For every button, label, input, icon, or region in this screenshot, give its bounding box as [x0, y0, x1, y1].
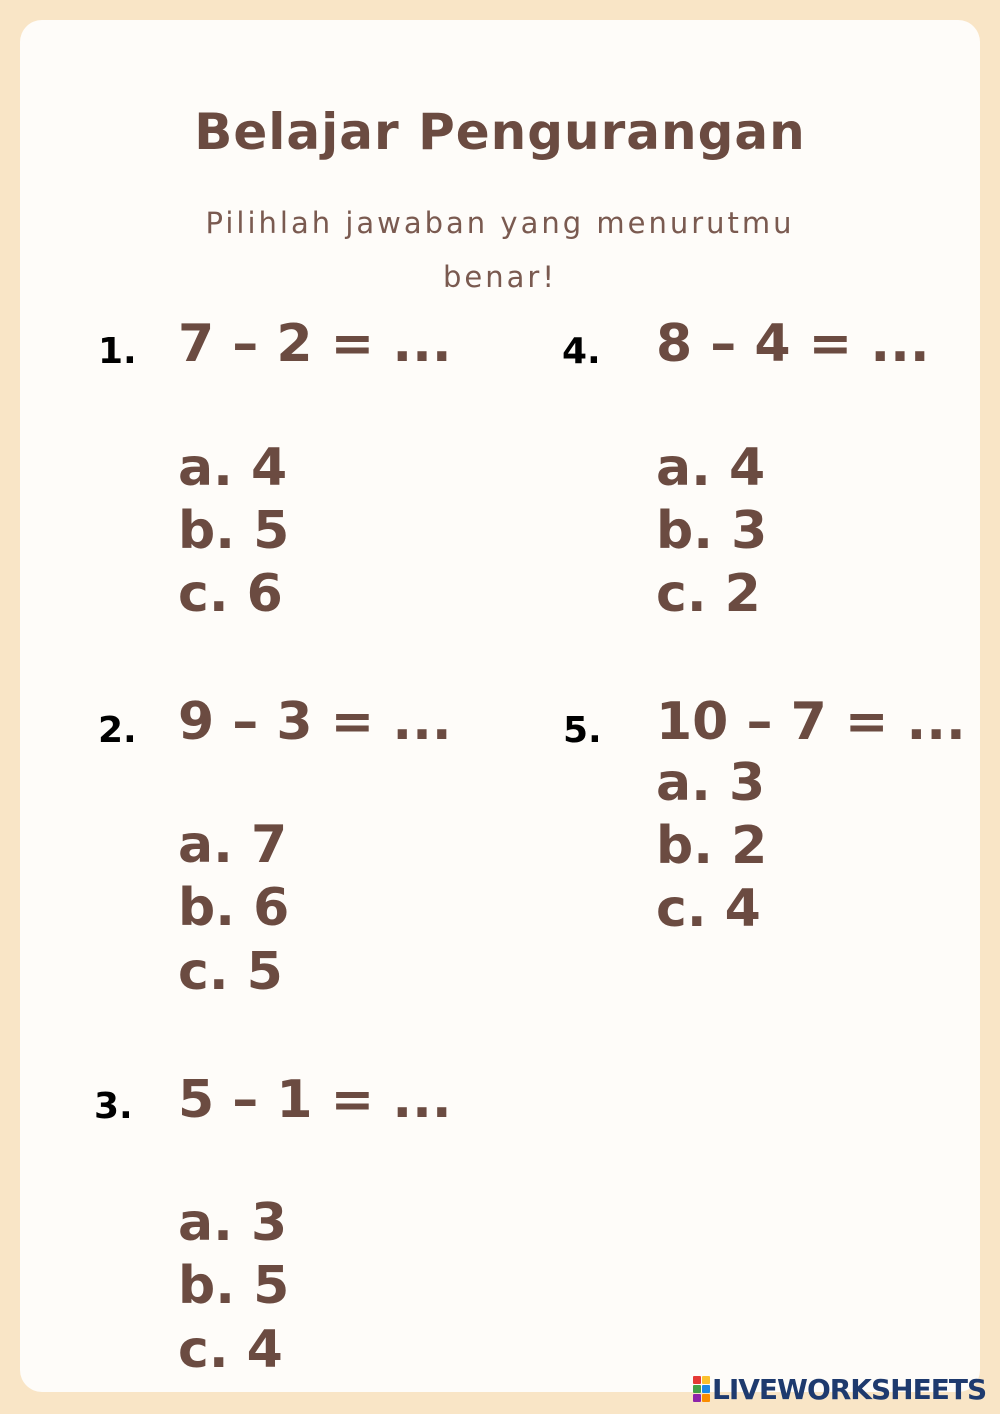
question-equation: 10 – 7 = ...	[656, 692, 966, 752]
logo-text: LIVEWORKSHEETS	[712, 1372, 987, 1406]
question-number: 5.	[563, 710, 602, 751]
answer-option[interactable]: b. 5	[178, 1256, 290, 1316]
question-number: 4.	[562, 331, 601, 372]
question-equation: 5 – 1 = ...	[178, 1070, 452, 1130]
question-number: 2.	[98, 710, 137, 751]
question-number: 1.	[98, 331, 137, 372]
logo-block	[702, 1376, 710, 1384]
instructions-line-1: Pilihlah jawaban yang menurutmu	[205, 206, 795, 240]
question-equation: 9 – 3 = ...	[178, 692, 452, 752]
answer-option[interactable]: c. 2	[656, 564, 761, 624]
question-number: 3.	[94, 1086, 133, 1127]
answer-option[interactable]: a. 3	[656, 753, 766, 813]
answer-option[interactable]: b. 5	[178, 501, 290, 561]
answer-option[interactable]: a. 3	[178, 1193, 288, 1253]
logo-blocks-icon	[693, 1376, 710, 1402]
logo-block	[693, 1376, 701, 1384]
answer-option[interactable]: c. 4	[656, 879, 761, 939]
liveworksheets-logo	[693, 1373, 986, 1405]
instructions-line-2: benar!	[443, 260, 557, 294]
answer-option[interactable]: b. 3	[656, 501, 768, 561]
logo-block	[702, 1385, 710, 1393]
answer-option[interactable]: a. 4	[656, 438, 766, 498]
answer-option[interactable]: b. 2	[656, 816, 768, 876]
logo-block	[702, 1394, 710, 1402]
answer-option[interactable]: c. 6	[178, 564, 283, 624]
answer-option[interactable]: a. 7	[178, 815, 288, 875]
question-equation: 8 – 4 = ...	[656, 314, 930, 374]
answer-option[interactable]: b. 6	[178, 878, 290, 938]
logo-block	[693, 1385, 701, 1393]
answer-option[interactable]: c. 5	[178, 942, 283, 1002]
logo-block	[693, 1394, 701, 1402]
instructions	[0, 196, 1000, 304]
page-title: Belajar Pengurangan	[194, 103, 806, 161]
answer-option[interactable]: a. 4	[178, 438, 288, 498]
question-equation: 7 – 2 = ...	[178, 314, 452, 374]
answer-option[interactable]: c. 4	[178, 1320, 283, 1380]
